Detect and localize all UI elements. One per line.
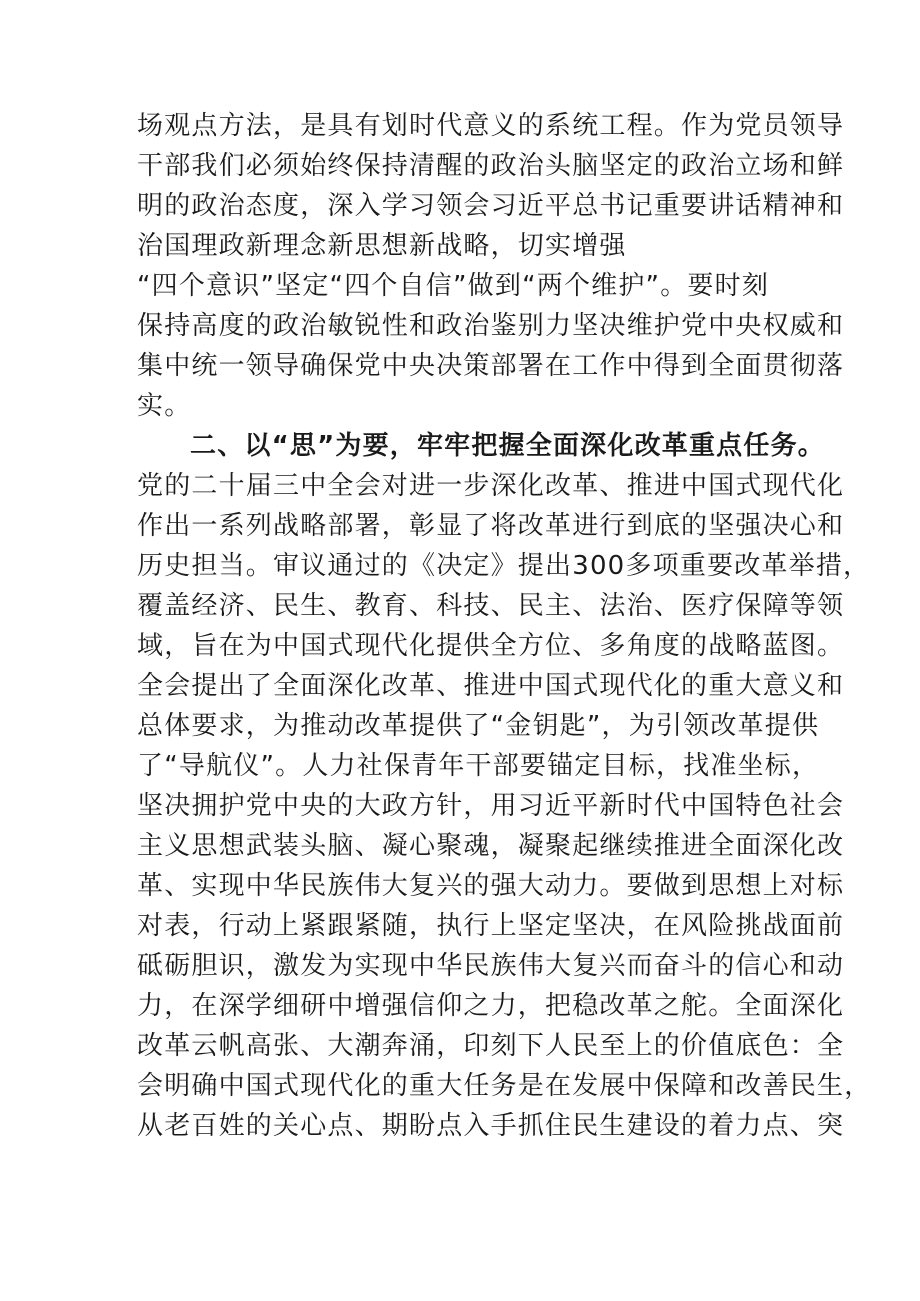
- text-line: 明的政治态度，深入学习领会习近平总书记重要讲话精神和: [137, 191, 845, 221]
- text-line: 保持高度的政治敏锐性和政治鉴别力坚决维护党中央权威和: [137, 311, 845, 341]
- text-line: 砥砺胆识，激发为实现中华民族伟大复兴而奋斗的信心和动: [137, 951, 845, 981]
- text-line: 会明确中国式现代化的重大任务是在发展中保障和改善民生，: [137, 1071, 872, 1101]
- text-line: 主义思想武装头脑、凝心聚魂，凝聚起继续推进全面深化改: [137, 831, 845, 861]
- text-line: 力，在深学细研中增强信仰之力，把稳改革之舵。全面深化: [137, 991, 845, 1021]
- text-line: 场观点方法，是具有划时代意义的系统工程。作为党员领导: [137, 111, 845, 141]
- text-line: 全会提出了全面深化改革、推进中国式现代化的重大意义和: [137, 671, 845, 701]
- text-line: “四个意识”坚定“四个自信”做到“两个维护”。要时刻: [137, 271, 770, 301]
- text-line: 实。: [137, 391, 192, 421]
- text-line: 覆盖经济、民生、教育、科技、民主、法治、医疗保障等领: [137, 591, 845, 621]
- section-heading: 二、以“思”为要，牢牢把握全面深化改革重点任务。: [190, 431, 825, 461]
- text-line: 集中统一领导确保党中央决策部署在工作中得到全面贯彻落: [137, 351, 845, 381]
- text-line: 历史担当。审议通过的《决定》提出300多项重要改革举措，: [137, 551, 871, 581]
- text-line: 对表，行动上紧跟紧随，执行上坚定坚决，在风险挑战面前: [137, 911, 845, 941]
- text-line: 坚决拥护党中央的大政方针，用习近平新时代中国特色社会: [137, 791, 845, 821]
- text-line: 总体要求，为推动改革提供了“金钥匙”，为引领改革提供: [137, 711, 820, 741]
- text-line: 干部我们必须始终保持清醒的政治头脑坚定的政治立场和鲜: [137, 151, 845, 181]
- text-line: 作出一系列战略部署，彰显了将改革进行到底的坚强决心和: [137, 511, 845, 541]
- text-line: 党的二十届三中全会对进一步深化改革、推进中国式现代化: [137, 471, 845, 501]
- text-line: 治国理政新理念新思想新战略，切实增强: [137, 231, 627, 261]
- text-line: 从老百姓的关心点、期盼点入手抓住民生建设的着力点、突: [137, 1111, 845, 1141]
- text-line: 改革云帆高张、大潮奔涌，印刻下人民至上的价值底色：全: [137, 1031, 845, 1061]
- text-line: 域，旨在为中国式现代化提供全方位、多角度的战略蓝图。: [137, 631, 845, 661]
- text-line: 了“导航仪”。人力社保青年干部要锚定目标，找准坐标，: [137, 751, 820, 781]
- text-line: 革、实现中华民族伟大复兴的强大动力。要做到思想上对标: [137, 871, 845, 901]
